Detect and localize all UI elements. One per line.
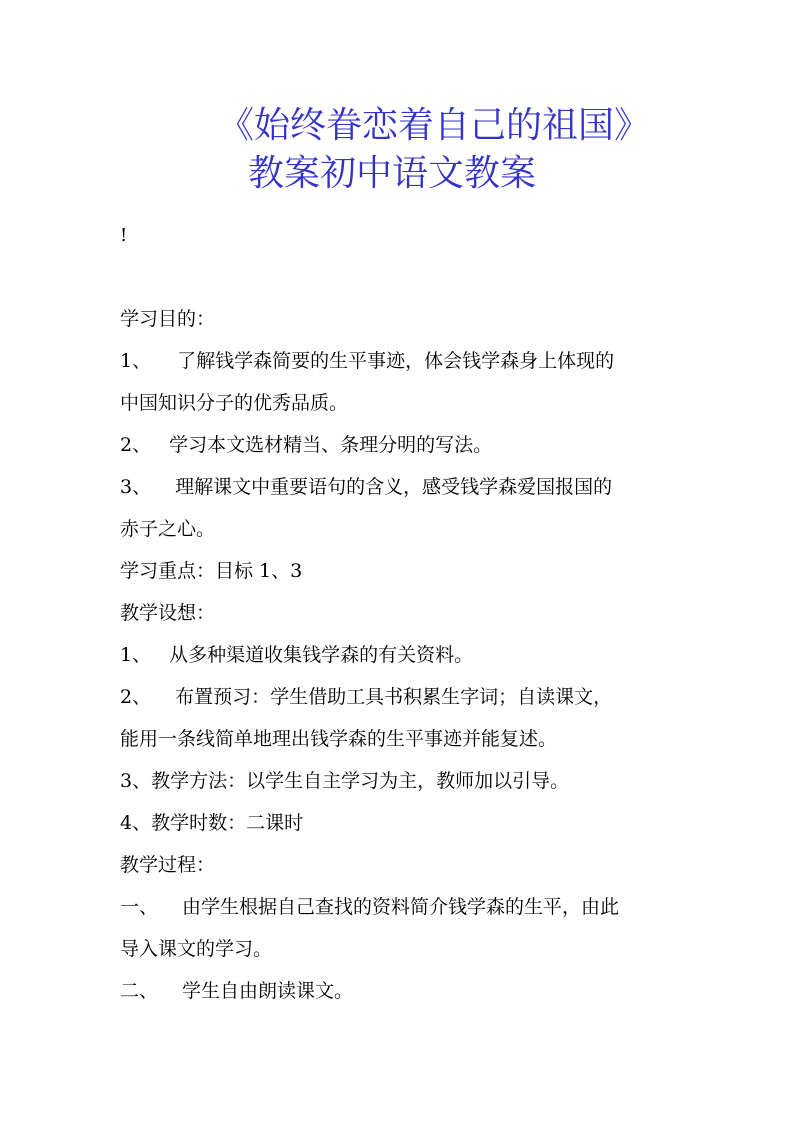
idea-item-2-number: 2、 [120,686,152,708]
goal-item-3-line2: 赤子之心。 [120,518,216,540]
process-item-2 [120,978,353,1004]
process-item-2-text: 学生自由朗读课文。 [182,980,354,1002]
goal-item-3-line1 [120,474,612,500]
idea-item-2-text: 布置预习：学生借助工具书积累生字词；自读课文， [175,686,613,708]
goals-heading: 学习目的： [120,308,216,330]
process-heading: 教学过程： [120,854,216,876]
goal-item-2-text: 学习本文选材精当、条理分明的写法。 [169,434,493,456]
process-item-2-number: 二、 [120,980,159,1002]
exclamation-mark: ! [120,225,128,246]
goal-item-1-number: 1、 [120,350,152,372]
document-title-line1: 《始终眷恋着自己的祖国》 [218,105,651,146]
process-item-1-line1 [120,894,619,920]
goal-item-1-line2: 中国知识分子的优秀品质。 [120,392,349,414]
goal-item-2 [120,432,492,458]
goal-item-3-text: 理解课文中重要语句的含义，感受钱学森爱国报国的 [175,476,613,498]
goal-item-2-number: 2、 [120,434,152,456]
ideas-heading: 教学设想： [120,602,216,624]
goal-item-3-number: 3、 [120,476,152,498]
idea-item-2-line1 [120,684,612,710]
idea-item-1-number: 1、 [120,644,152,666]
idea-item-3: 3、教学方法：以学生自主学习为主，教师加以引导。 [120,770,570,792]
idea-item-4: 4、教学时数：二课时 [120,812,304,834]
idea-item-1-text: 从多种渠道收集钱学森的有关资料。 [169,644,474,666]
idea-item-1 [120,642,473,668]
process-item-1-number: 一、 [120,896,159,918]
idea-item-2-line2: 能用一条线简单地理出钱学森的生平事迹并能复述。 [120,728,558,750]
focus-line: 学习重点：目标 1、3 [120,560,303,582]
process-item-1-line2: 导入课文的学习。 [120,938,273,960]
goal-item-1-line1 [120,348,614,374]
document-title-line2: 教案初中语文教案 [248,153,537,194]
process-item-1-text: 由学生根据自己查找的资料简介钱学森的生平，由此 [182,896,620,918]
goal-item-1-text: 了解钱学森简要的生平事迹，体会钱学森身上体现的 [177,350,615,372]
